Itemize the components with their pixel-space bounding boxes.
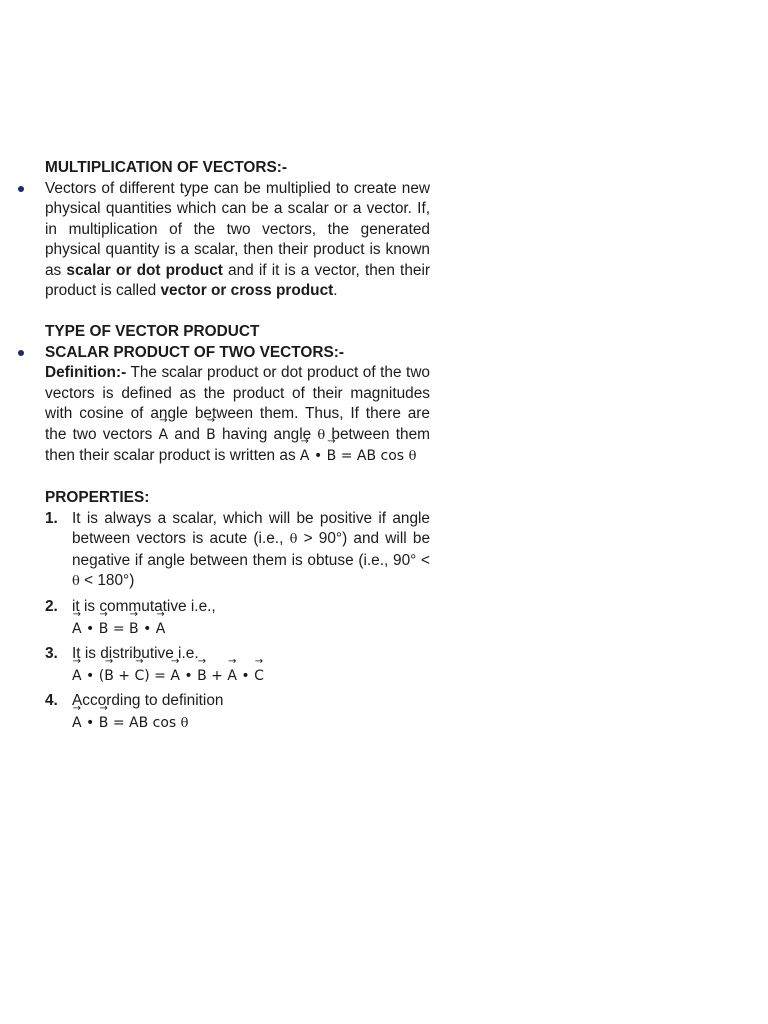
section-heading-multiplication: MULTIPLICATION OF VECTORS:- xyxy=(45,159,287,176)
bullet-dot-icon xyxy=(18,186,24,192)
bold-term-scalar-product: scalar or dot product xyxy=(66,261,223,279)
commutative-formula: → A • → B = → B • → A xyxy=(72,619,430,640)
property-number: 4. xyxy=(45,691,58,709)
distributive-formula: → A • (→ B + → C) = → A • → B + → A • → C xyxy=(72,666,430,687)
document-page xyxy=(45,158,430,739)
property-text: According to definition xyxy=(72,691,224,709)
bullet-dot-icon xyxy=(18,350,24,356)
subheading-scalar-product: SCALAR PRODUCT OF TWO VECTORS:- xyxy=(45,343,344,361)
dot-product-formula: → A • → B = AB cos θ xyxy=(300,448,416,464)
property-number: 3. xyxy=(45,644,58,662)
property-number: 2. xyxy=(45,597,58,615)
paragraph-text: having angle xyxy=(215,425,318,443)
bullet-item-multiplication xyxy=(45,179,430,302)
paragraph-text: and xyxy=(168,425,207,443)
paragraph-text: and if it is a vector, then their product is called xyxy=(45,261,431,299)
section-heading-type-of-product: TYPE OF VECTOR PRODUCT xyxy=(45,323,260,340)
paragraph-text: between them then their scalar product is written as xyxy=(45,425,430,464)
bullet-item-scalar-product xyxy=(45,343,430,364)
vector-b-symbol: → B xyxy=(206,425,216,446)
theta-symbol: θ xyxy=(317,427,326,443)
definition-label: Definition:- xyxy=(45,364,127,381)
property-item-3 xyxy=(45,644,430,687)
bold-term-vector-product: vector or cross product xyxy=(160,282,334,299)
paragraph-text: . xyxy=(333,282,338,299)
property-text: It is distributive i.e. xyxy=(72,644,199,662)
property-number: 1. xyxy=(45,509,58,527)
vector-a-symbol: → A xyxy=(159,425,169,446)
properties-list xyxy=(45,509,430,735)
paragraph-text: Vectors of different type can be multiplied to create new physical quantities which can be a scalar or a vector. If, in multiplication of the two vectors, the generated physical quantity is a scalar, then their product is known as xyxy=(45,179,430,279)
property-item-4 xyxy=(45,691,430,735)
definition-formula: → A • → B = AB cos θ xyxy=(72,713,430,735)
property-text: it is commutative i.e., xyxy=(72,597,216,615)
properties-heading: PROPERTIES: xyxy=(45,489,150,506)
property-item-2 xyxy=(45,597,430,640)
definition-paragraph xyxy=(45,363,430,468)
property-item-1 xyxy=(45,509,430,593)
multiplication-paragraph xyxy=(45,179,430,302)
property-text: It is always a scalar, which will be positive if angle between vectors is acute (i.e., θ > 90°) and will be negative if angle between them is obtuse (i.e., 90° < θ < 180°) xyxy=(72,509,431,589)
paragraph-text: The scalar product or dot product of the two vectors is defined as the product of their magnitudes with cosine of angle between them. Thus, If there are the two vectors xyxy=(45,364,430,443)
